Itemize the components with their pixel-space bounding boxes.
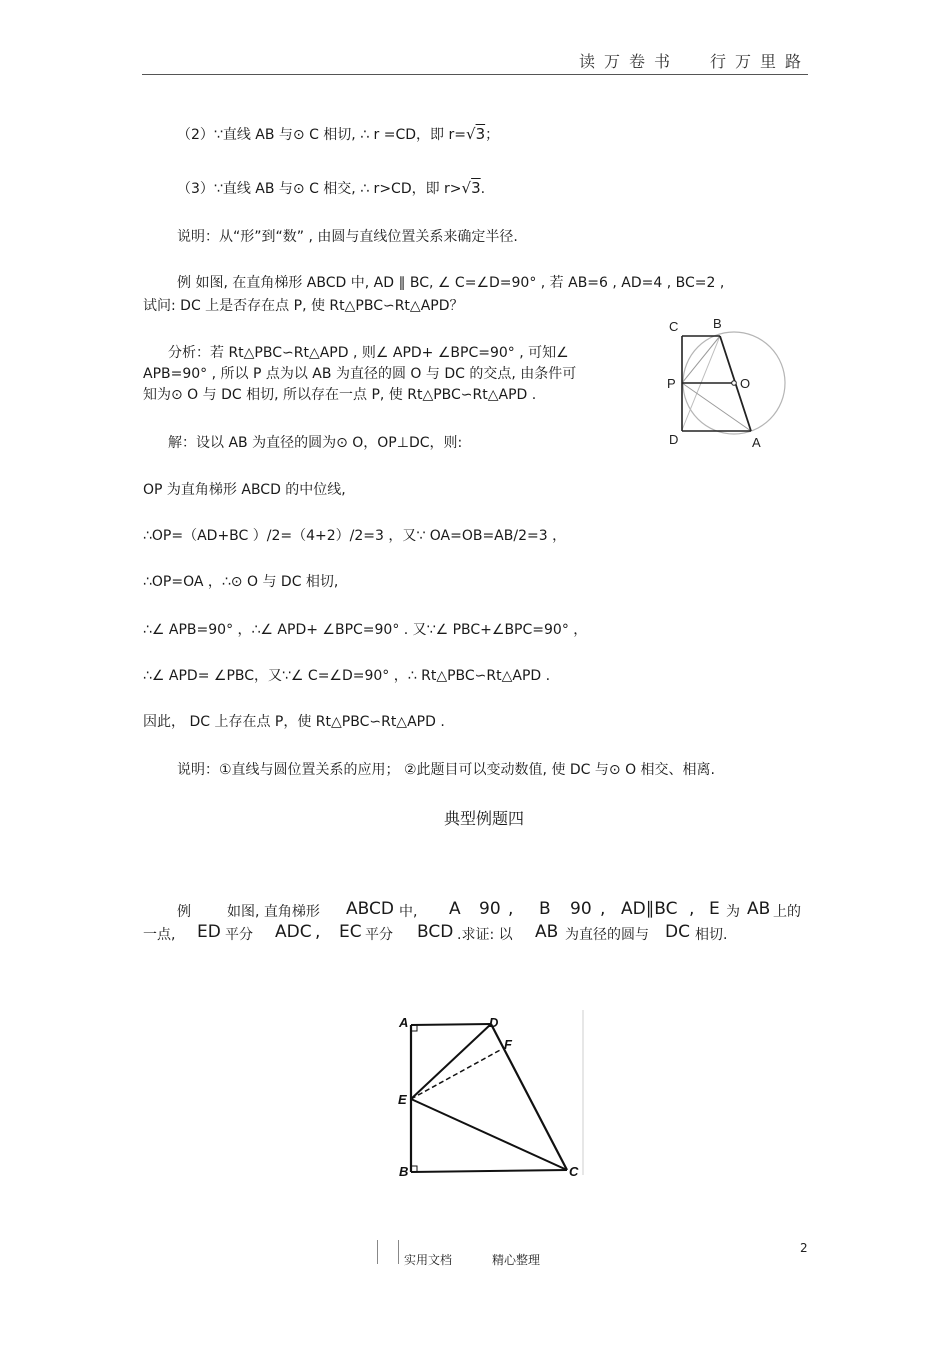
figure-trapezoid-bisectors	[395, 1008, 587, 1183]
segment-pb	[682, 336, 720, 383]
ex4-word: AB	[535, 922, 559, 942]
page-number: 2	[800, 1241, 808, 1255]
ex4-word: 平分	[225, 927, 253, 943]
ex4-word: 例	[177, 904, 191, 920]
header-rule	[142, 74, 808, 75]
ex4-word: EC	[339, 922, 362, 942]
analysis-line-1: 分析：若 Rt△PBC∽Rt△APD , 则∠ APD+ ∠BPC=90° , 可知∠	[168, 345, 569, 361]
segment-dc	[491, 1024, 567, 1170]
label-d: D	[669, 432, 679, 447]
line-2-radicand: 3	[475, 125, 486, 143]
solution-step-1: OP 为直角梯形 ABCD 的中位线,	[143, 482, 346, 498]
segment-ad	[411, 1024, 491, 1025]
ex4-word: ED	[197, 922, 221, 942]
ex4-word: ,	[689, 899, 695, 919]
ex4-word: ABCD	[346, 899, 394, 919]
ex4-word: ,	[508, 899, 514, 919]
ex4-word: 平分	[365, 927, 393, 943]
label-p: P	[667, 376, 676, 391]
ex4-word: ,	[600, 899, 606, 919]
ex4-word: E	[709, 899, 720, 919]
ex4-word: 相切.	[695, 927, 728, 943]
ex4-word: A	[449, 899, 461, 919]
ex4-word: 为	[726, 904, 740, 920]
solution-step-5: ∴∠ APD= ∠PBC，又∵∠ C=∠D=90° ，∴ Rt△PBC∽Rt△APD .	[143, 668, 551, 684]
ex4-word: AD∥BC	[621, 899, 678, 919]
label-b: B	[399, 1164, 409, 1179]
ex4-word: AB	[747, 899, 771, 919]
line-3-radicand: 3	[471, 179, 481, 197]
sqrt-sign: √3	[466, 125, 486, 143]
footer-right: 精心整理	[492, 1253, 541, 1267]
line-2-text: （2）∵直线 AB 与⊙ C 相切, ∴ r =CD，即 r=	[177, 127, 466, 143]
ex4-word: BCD	[417, 922, 454, 942]
line-3-text: （3）∵直线 AB 与⊙ C 相交, ∴ r>CD，即 r>	[177, 181, 462, 197]
line-3-end: .	[480, 181, 486, 197]
solution-step-2: ∴OP=（AD+BC ）/2=（4+2）/2=3 ，又∵ OA=OB=AB/2=3 ，	[143, 528, 567, 544]
segment-ed	[411, 1024, 491, 1099]
label-a: A	[399, 1015, 409, 1030]
ex4-word: ,	[315, 922, 321, 942]
ex4-word: 90	[570, 899, 592, 919]
footer-left: 实用文档	[404, 1253, 453, 1267]
point-o	[732, 381, 737, 386]
ex4-word: 上的	[773, 904, 801, 920]
figure-trapezoid-circle	[660, 312, 795, 452]
analysis-line-2: APB=90° , 所以 P 点为以 AB 为直径的圆 O 与 DC 的交点, 由条件可	[143, 366, 577, 382]
label-e: E	[398, 1092, 407, 1107]
label-c: C	[569, 1164, 579, 1179]
ex4-word: 90	[479, 899, 501, 919]
label-a: A	[752, 435, 761, 450]
ex4-word: .求证: 以	[457, 927, 513, 943]
ex4-word: 中,	[399, 904, 418, 920]
ex4-word: DC	[665, 922, 690, 942]
footer-divider	[377, 1240, 378, 1264]
ex4-word: B	[539, 899, 551, 919]
label-c: C	[669, 319, 679, 334]
example4-line-2	[143, 921, 808, 945]
example-line-2: 试问: DC 上是否存在点 P, 使 Rt△PBC∽Rt△APD？	[143, 298, 464, 314]
sqrt-sign: √3	[461, 179, 481, 197]
ex4-word: 一点,	[143, 927, 176, 943]
line-2-end: ；	[485, 127, 500, 143]
ex4-word: 如图, 直角梯形	[227, 904, 320, 920]
line-3	[177, 178, 485, 199]
solution-conclusion: 因此， DC 上存在点 P，使 Rt△PBC∽Rt△APD .	[143, 714, 445, 730]
example-line-1: 例 如图, 在直角梯形 ABCD 中, AD ∥ BC, ∠ C=∠D=90° , 若 AB=6 , AD=4 , BC=2 ,	[177, 275, 725, 291]
footer-divider	[398, 1240, 399, 1264]
analysis-line-3: 知为⊙ O 与 DC 相切, 所以存在一点 P, 使 Rt△PBC∽Rt△APD .	[143, 387, 537, 403]
note-1: 说明：从“形”到“数” , 由圆与直线位置关系来确定半径.	[177, 229, 518, 245]
solution-step-3: ∴OP=OA ，∴⊙ O 与 DC 相切,	[143, 574, 339, 590]
solution-intro: 解：设以 AB 为直径的圆为⊙ O，OP⊥DC，则:	[168, 435, 463, 451]
label-o: O	[740, 376, 751, 391]
header-right: 行万里路	[710, 52, 811, 71]
label-b: B	[713, 316, 722, 331]
solution-step-4: ∴∠ APB=90° ，∴∠ APD+ ∠BPC=90° . 又∵∠ PBC+∠BPC=90° ，	[143, 622, 588, 638]
label-d: D	[489, 1015, 499, 1030]
ex4-word: 为直径的圆与	[565, 927, 649, 943]
ex4-word: ADC	[275, 922, 312, 942]
example4-line-1	[143, 898, 808, 922]
label-f: F	[504, 1037, 512, 1052]
header-left: 读万卷书	[579, 52, 680, 71]
segment-ec	[411, 1099, 567, 1170]
note-2: 说明：①直线与圆位置关系的应用； ②此题目可以变动数值, 使 DC 与⊙ O 相交、相离.	[177, 762, 716, 778]
section-title: 典型例题四	[444, 809, 525, 828]
segment-bc	[411, 1170, 567, 1172]
line-2	[177, 124, 499, 145]
